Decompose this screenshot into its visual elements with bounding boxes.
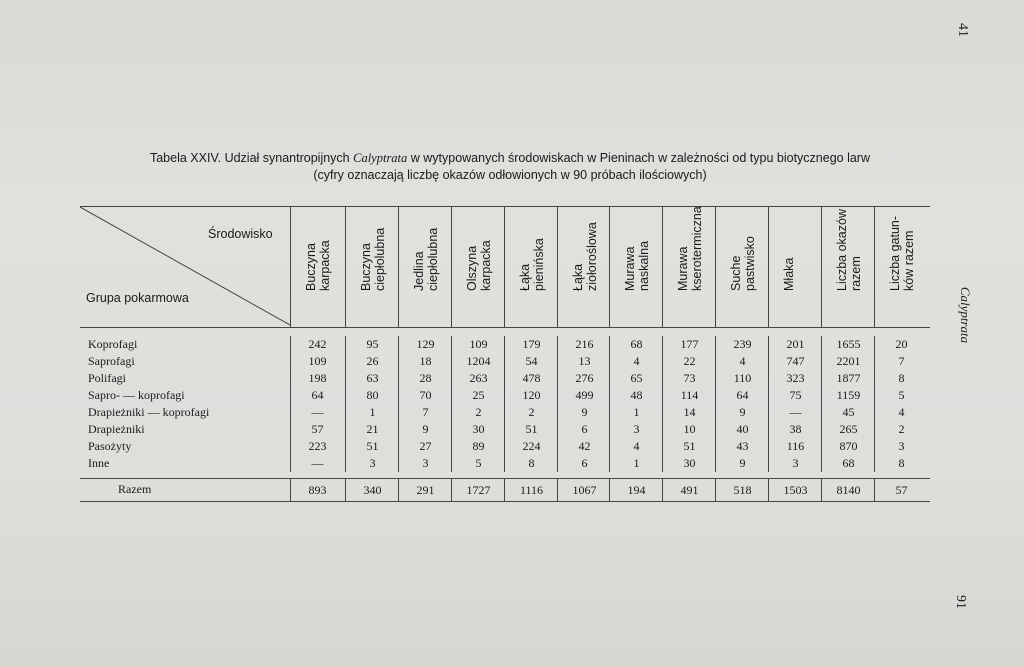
table-cell: 1	[609, 404, 663, 421]
table-cell: 3	[768, 455, 822, 472]
row-label: Sapro- — koprofagi	[88, 388, 185, 402]
table-cell: 5	[451, 455, 505, 472]
table-cell: 1	[345, 404, 399, 421]
table-cell: 4	[609, 438, 663, 455]
total-row	[80, 478, 930, 502]
table-cell: 68	[821, 455, 875, 472]
table-cell: 22	[662, 353, 716, 370]
table-cell: 893	[290, 479, 344, 501]
table-cell: 75	[768, 387, 822, 404]
table-cell: 3	[398, 455, 452, 472]
table-cell: 45	[821, 404, 875, 421]
table-cell: 291	[398, 479, 452, 501]
table-cell: 216	[557, 336, 611, 353]
table-cell: 26	[345, 353, 399, 370]
table-header	[80, 206, 930, 328]
table-body	[80, 328, 930, 472]
table-cell: 1	[609, 455, 663, 472]
table-cell: 4	[609, 353, 663, 370]
table-row	[80, 370, 930, 387]
table-cell: 4	[874, 404, 928, 421]
caption-line-2: (cyfry oznaczają liczbę okazów odłowionych w 90 próbach ilościowych)	[313, 168, 707, 182]
table-cell: 120	[504, 387, 558, 404]
table-cell: —	[290, 404, 344, 421]
row-label: Inne	[88, 456, 110, 470]
table-cell: 28	[398, 370, 452, 387]
table-cell: 242	[290, 336, 344, 353]
column-header-5	[504, 207, 558, 327]
corner-diagonal	[80, 207, 290, 327]
page-number-top: 41	[955, 23, 970, 37]
table-cell: 9	[398, 421, 452, 438]
column-header-2	[345, 207, 399, 327]
table-cell: 2	[874, 421, 928, 438]
table-cell: 63	[345, 370, 399, 387]
column-header-9	[715, 207, 769, 327]
table-cell: 114	[662, 387, 716, 404]
row-label: Koprofagi	[88, 337, 138, 351]
table-cell: 239	[715, 336, 769, 353]
table-cell: 8	[874, 370, 928, 387]
table-cell: 51	[345, 438, 399, 455]
caption-italic: Calyptrata	[353, 151, 408, 165]
table-cell: 5	[874, 387, 928, 404]
table-cell: 9	[557, 404, 611, 421]
table-cell: 8140	[821, 479, 875, 501]
table-cell: 89	[451, 438, 505, 455]
column-header-1	[290, 207, 344, 327]
column-header-11	[821, 207, 875, 327]
table-cell: 51	[662, 438, 716, 455]
caption-suffix: w wytypowanych środowiskach w Pieninach w zależności od typu biotycznego larw	[407, 151, 871, 165]
column-header-10	[768, 207, 822, 327]
table-cell: 198	[290, 370, 344, 387]
row-label: Saprofagi	[88, 354, 135, 368]
page-number-bottom: 91	[953, 595, 968, 609]
corner-bottom-label: Grupa pokarmowa	[86, 291, 189, 305]
table-cell: 276	[557, 370, 611, 387]
table-cell: —	[290, 455, 344, 472]
table-cell: 1159	[821, 387, 875, 404]
column-header-label: Murawa naskalna	[622, 240, 651, 291]
table-cell: 2201	[821, 353, 875, 370]
table-cell: 30	[451, 421, 505, 438]
table-cell: 870	[821, 438, 875, 455]
column-header-label: Łąka ziołoroślowa	[570, 222, 599, 291]
table-cell: 10	[662, 421, 716, 438]
table-cell: 201	[768, 336, 822, 353]
table-cell: 109	[290, 353, 344, 370]
table-cell: 1877	[821, 370, 875, 387]
table-cell: 129	[398, 336, 452, 353]
table-cell: 8	[504, 455, 558, 472]
table-cell: 1204	[451, 353, 505, 370]
table-cell: 478	[504, 370, 558, 387]
table-cell: 518	[715, 479, 769, 501]
corner-cell	[80, 207, 290, 327]
table-cell: 73	[662, 370, 716, 387]
table-cell: 30	[662, 455, 716, 472]
table-cell: 499	[557, 387, 611, 404]
table-cell: 3	[874, 438, 928, 455]
table-cell: 224	[504, 438, 558, 455]
table-cell: 7	[874, 353, 928, 370]
table-cell: 64	[715, 387, 769, 404]
table-cell: 68	[609, 336, 663, 353]
table-cell: 9	[715, 455, 769, 472]
table-cell: 18	[398, 353, 452, 370]
column-header-label: Buczyna karpacka	[303, 240, 332, 291]
table-cell: 64	[290, 387, 344, 404]
table-row	[80, 353, 930, 370]
caption-prefix: Tabela XXIV. Udział synantropijnych	[149, 151, 354, 165]
table-cell: 194	[609, 479, 663, 501]
table-cell: 747	[768, 353, 822, 370]
table-cell: 6	[557, 455, 611, 472]
column-header-3	[398, 207, 452, 327]
table-cell: 110	[715, 370, 769, 387]
table-cell: 20	[874, 336, 928, 353]
column-header-8	[662, 207, 716, 327]
table-cell: 1655	[821, 336, 875, 353]
table-cell: 21	[345, 421, 399, 438]
table-row	[80, 455, 930, 472]
table-cell: 70	[398, 387, 452, 404]
column-header-label: Jedlina ciepłolubna	[411, 227, 440, 291]
table-row	[80, 404, 930, 421]
table-cell: 25	[451, 387, 505, 404]
table-cell: 57	[290, 421, 344, 438]
row-label: Drapieżniki	[88, 422, 145, 436]
table-row	[80, 387, 930, 404]
table-caption	[80, 150, 940, 184]
column-header-6	[557, 207, 611, 327]
column-header-12	[874, 207, 928, 327]
table-cell: 48	[609, 387, 663, 404]
table-cell: 1116	[504, 479, 558, 501]
table-cell: 3	[609, 421, 663, 438]
table-cell: 65	[609, 370, 663, 387]
table-cell: 3	[345, 455, 399, 472]
table-cell: 177	[662, 336, 716, 353]
table-cell: 38	[768, 421, 822, 438]
table-cell: 43	[715, 438, 769, 455]
table-cell: 1067	[557, 479, 611, 501]
table-cell: 40	[715, 421, 769, 438]
caption-line-1	[80, 150, 940, 167]
column-header-label: Olszyna karpacka	[464, 240, 493, 291]
table-cell: 54	[504, 353, 558, 370]
corner-top-label: Środowisko	[208, 227, 273, 241]
table-cell: 6	[557, 421, 611, 438]
table-cell: 95	[345, 336, 399, 353]
table-cell: 57	[874, 479, 928, 501]
table-cell: 1503	[768, 479, 822, 501]
table-row	[80, 438, 930, 455]
column-header-label: Liczba gatun- ków razem	[887, 215, 916, 291]
column-header-label: Liczba okazów razem	[834, 209, 863, 291]
table-cell: 323	[768, 370, 822, 387]
table-cell: 179	[504, 336, 558, 353]
row-label: Polifagi	[88, 371, 126, 385]
column-header-4	[451, 207, 505, 327]
table-cell: 109	[451, 336, 505, 353]
column-header-label: Łąka pienińska	[517, 238, 546, 291]
column-header-label: Suche pastwisko	[728, 236, 757, 291]
table-cell: 4	[715, 353, 769, 370]
table-cell: 2	[451, 404, 505, 421]
table-cell: 340	[345, 479, 399, 501]
table-cell: 263	[451, 370, 505, 387]
table-cell: 223	[290, 438, 344, 455]
column-header-label: Murawa kserotermiczna	[675, 206, 704, 291]
row-label: Drapieżniki — koprofagi	[88, 405, 210, 419]
column-header-label: Buczyna ciepłolubna	[358, 227, 387, 291]
table-cell: 42	[557, 438, 611, 455]
table-cell: 491	[662, 479, 716, 501]
row-label: Razem	[118, 482, 152, 496]
table-cell: 13	[557, 353, 611, 370]
table-cell: 2	[504, 404, 558, 421]
table-cell: —	[768, 404, 822, 421]
column-header-label: Młaka	[781, 257, 796, 291]
data-table	[80, 206, 930, 502]
table-row	[80, 421, 930, 438]
table-row	[80, 336, 930, 353]
table-cell: 116	[768, 438, 822, 455]
table-cell: 265	[821, 421, 875, 438]
table-cell: 7	[398, 404, 452, 421]
table-cell: 1727	[451, 479, 505, 501]
table-cell: 8	[874, 455, 928, 472]
column-header-7	[609, 207, 663, 327]
table-cell: 9	[715, 404, 769, 421]
row-label: Pasożyty	[88, 439, 132, 453]
running-head: Calyptrata	[958, 286, 973, 344]
table-cell: 80	[345, 387, 399, 404]
table-cell: 51	[504, 421, 558, 438]
table-cell: 14	[662, 404, 716, 421]
table-cell: 27	[398, 438, 452, 455]
